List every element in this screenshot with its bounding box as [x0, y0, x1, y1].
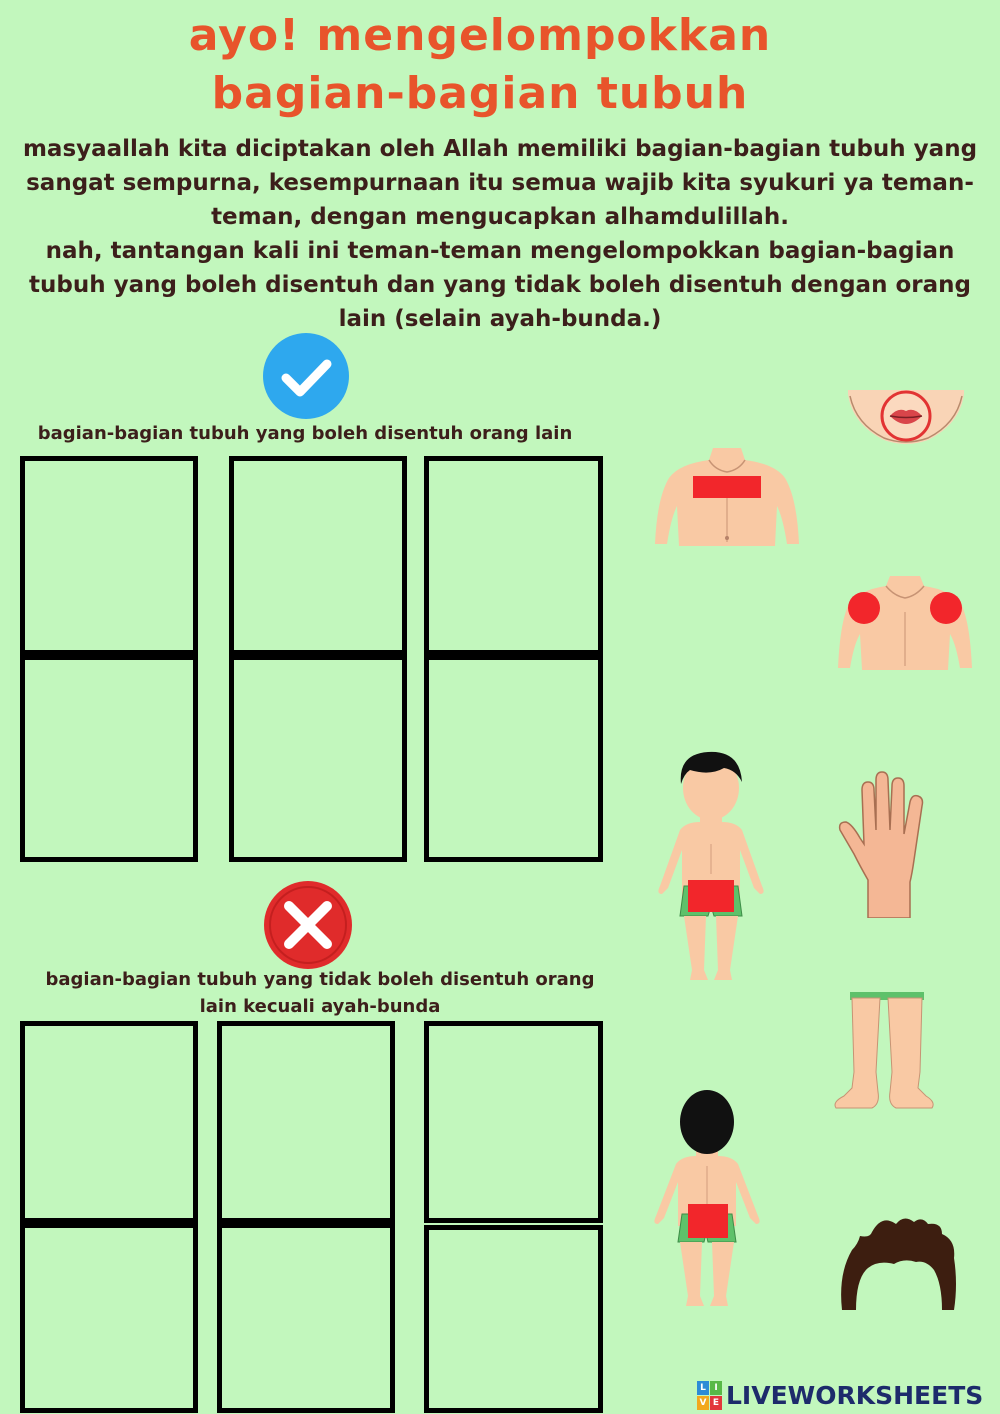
hair-icon[interactable]: [838, 1214, 958, 1316]
hand-icon[interactable]: [838, 770, 926, 922]
intro-line: nah, tantangan kali ini teman-teman mengelompokkan bagian-bagian: [45, 238, 955, 264]
allowed-drop-zone[interactable]: [229, 456, 407, 655]
intro-line: tubuh yang boleh disentuh dan yang tidak boleh disentuh dengan orang: [29, 272, 971, 298]
intro-text: [18, 132, 982, 336]
forbidden-drop-zone[interactable]: [20, 1223, 198, 1413]
chest-censored-icon[interactable]: [655, 448, 799, 552]
forbidden-drop-zone[interactable]: [217, 1021, 395, 1223]
logo-blocks-icon: L I V E: [697, 1381, 722, 1410]
legs-icon[interactable]: [832, 992, 936, 1118]
intro-line: lain (selain ayah-bunda.): [338, 306, 662, 332]
intro-line: teman, dengan mengucapkan alhamdulillah.: [211, 204, 789, 230]
allowed-drop-zone[interactable]: [20, 456, 198, 655]
check-circle-icon: [262, 332, 350, 424]
liveworksheets-logo: [697, 1378, 983, 1412]
page-title-line-2: bagian-bagian tubuh: [211, 68, 749, 119]
boy-front-censored-icon[interactable]: [650, 748, 772, 992]
intro-line: masyaallah kita diciptakan oleh Allah memiliki bagian-bagian tubuh yang: [22, 136, 978, 162]
boy-back-censored-icon[interactable]: [648, 1086, 766, 1312]
x-circle-icon: [263, 880, 353, 974]
intro-line: sangat sempurna, kesempurnaan itu semua wajib kita syukuri ya teman-: [26, 170, 974, 196]
forbidden-label-line: bagian-bagian tubuh yang tidak boleh disentuh orang: [45, 969, 595, 990]
forbidden-drop-zone[interactable]: [424, 1021, 603, 1223]
allowed-section-label: bagian-bagian tubuh yang boleh disentuh orang lain: [37, 423, 573, 444]
allowed-drop-zone[interactable]: [229, 655, 407, 862]
forbidden-drop-zone[interactable]: [424, 1225, 603, 1413]
page-title-line-1: ayo! mengelompokkan: [188, 10, 772, 61]
forbidden-drop-zone[interactable]: [20, 1021, 198, 1223]
allowed-drop-zone[interactable]: [424, 655, 603, 862]
shoulders-icon[interactable]: [838, 576, 972, 674]
forbidden-drop-zone[interactable]: [217, 1223, 395, 1413]
allowed-drop-zone[interactable]: [424, 456, 603, 655]
forbidden-section-label: [20, 966, 620, 1020]
allowed-drop-zone[interactable]: [20, 655, 198, 862]
mouth-icon[interactable]: [848, 390, 964, 454]
forbidden-label-line: lain kecuali ayah-bunda: [199, 996, 441, 1017]
footer-brand: LIVEWORKSHEETS: [726, 1380, 984, 1410]
